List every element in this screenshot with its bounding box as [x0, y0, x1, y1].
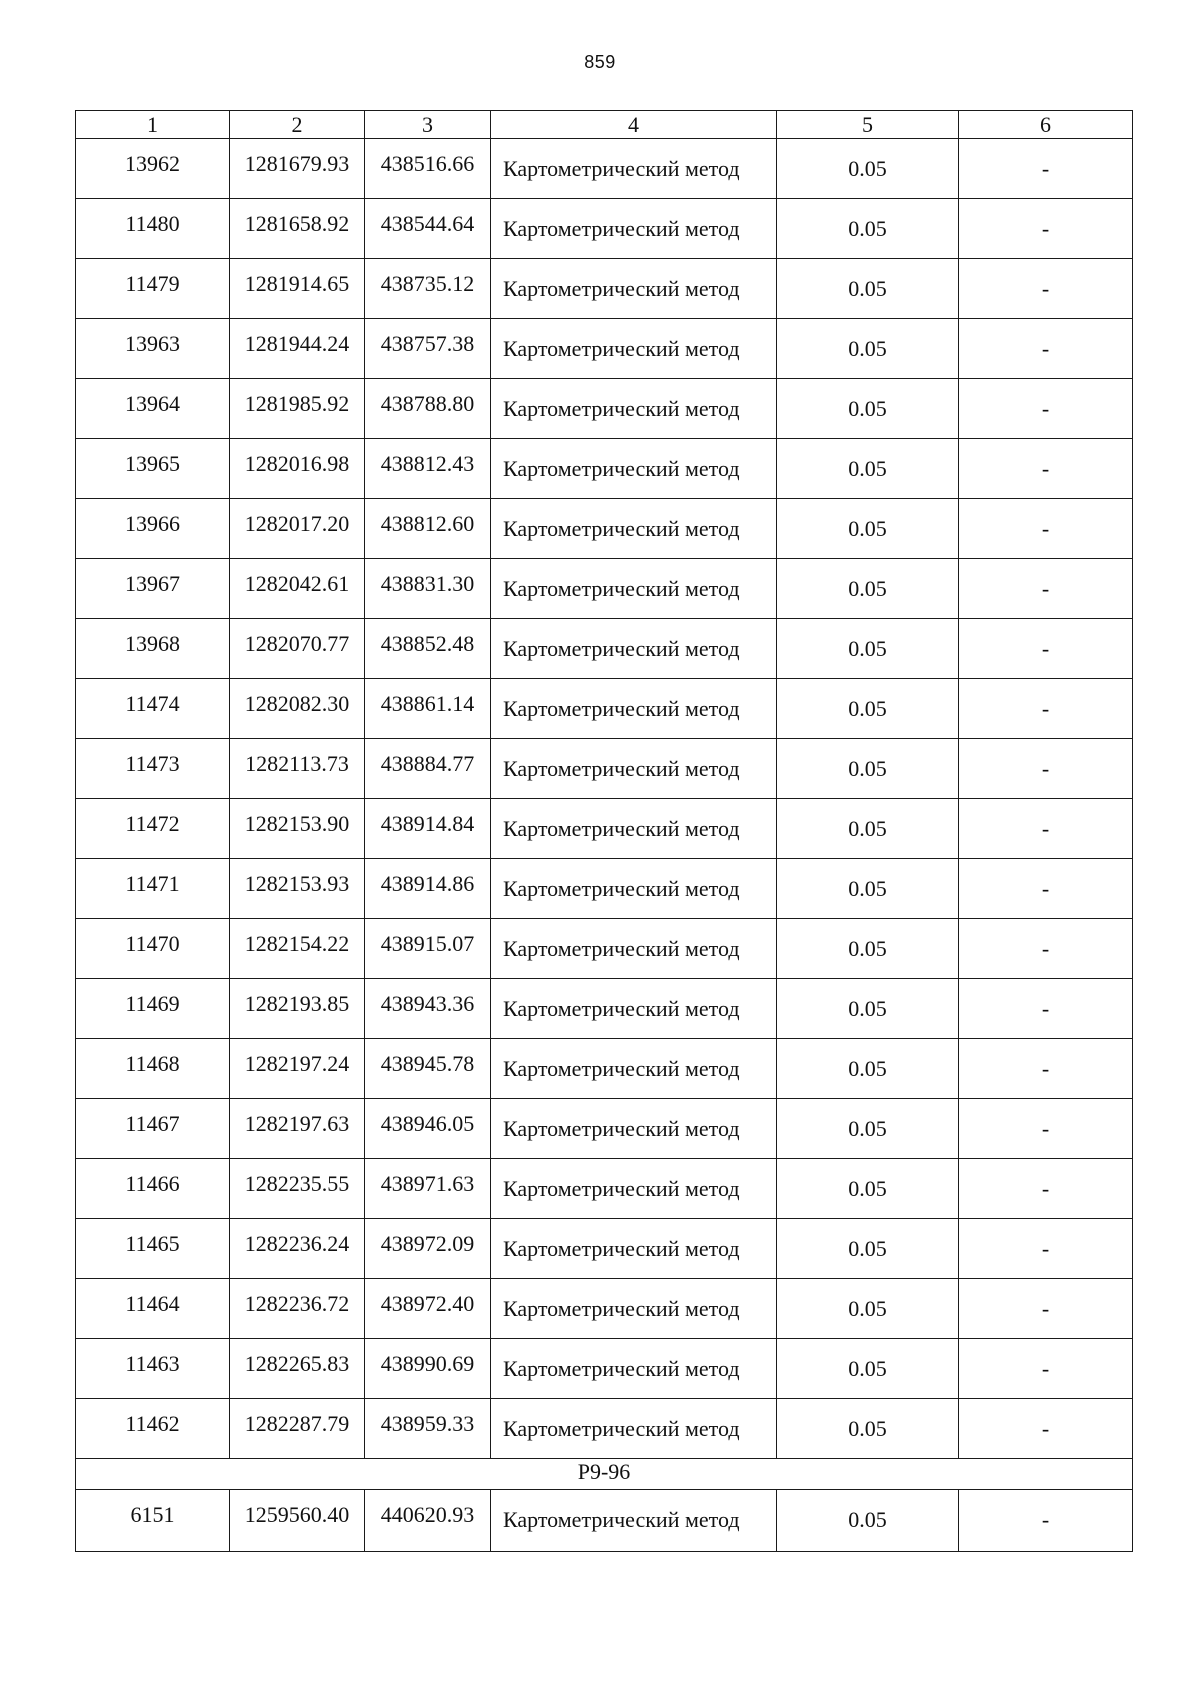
accuracy-cell: 0.05 [777, 739, 959, 799]
accuracy-cell: 0.05 [777, 1490, 959, 1552]
point-number-cell: 11463 [76, 1339, 230, 1399]
table-row [76, 1159, 1133, 1219]
y-coordinate-cell: 438544.64 [365, 199, 491, 259]
point-number-cell: 11471 [76, 859, 230, 919]
y-coordinate-cell: 438945.78 [365, 1039, 491, 1099]
method-cell: Картометрический метод [491, 1039, 777, 1099]
note-cell: - [959, 859, 1133, 919]
note-cell: - [959, 1339, 1133, 1399]
method-cell: Картометрический метод [491, 1399, 777, 1459]
accuracy-cell: 0.05 [777, 1399, 959, 1459]
method-cell: Картометрический метод [491, 1099, 777, 1159]
table-row [76, 559, 1133, 619]
note-cell: - [959, 679, 1133, 739]
y-coordinate-cell: 438915.07 [365, 919, 491, 979]
section-row [76, 1459, 1133, 1490]
table-body [76, 139, 1133, 1552]
method-cell: Картометрический метод [491, 499, 777, 559]
method-cell: Картометрический метод [491, 1339, 777, 1399]
y-coordinate-cell: 438972.40 [365, 1279, 491, 1339]
note-cell: - [959, 199, 1133, 259]
y-coordinate-cell: 438884.77 [365, 739, 491, 799]
point-number-cell: 6151 [76, 1490, 230, 1552]
accuracy-cell: 0.05 [777, 1279, 959, 1339]
note-cell: - [959, 139, 1133, 199]
table-row [76, 259, 1133, 319]
y-coordinate-cell: 438971.63 [365, 1159, 491, 1219]
table-row [76, 979, 1133, 1039]
note-cell: - [959, 1219, 1133, 1279]
x-coordinate-cell: 1281985.92 [230, 379, 365, 439]
note-cell: - [959, 739, 1133, 799]
column-header: 1 [76, 111, 230, 139]
note-cell: - [959, 319, 1133, 379]
method-cell: Картометрический метод [491, 259, 777, 319]
point-number-cell: 13964 [76, 379, 230, 439]
method-cell: Картометрический метод [491, 559, 777, 619]
table-row [76, 379, 1133, 439]
accuracy-cell: 0.05 [777, 799, 959, 859]
accuracy-cell: 0.05 [777, 1219, 959, 1279]
note-cell: - [959, 1159, 1133, 1219]
table-row [76, 1339, 1133, 1399]
table-row [76, 619, 1133, 679]
method-cell: Картометрический метод [491, 139, 777, 199]
y-coordinate-cell: 438990.69 [365, 1339, 491, 1399]
point-number-cell: 11472 [76, 799, 230, 859]
y-coordinate-cell: 438852.48 [365, 619, 491, 679]
table-row [76, 199, 1133, 259]
method-cell: Картометрический метод [491, 439, 777, 499]
note-cell: - [959, 979, 1133, 1039]
point-number-cell: 11473 [76, 739, 230, 799]
accuracy-cell: 0.05 [777, 199, 959, 259]
note-cell: - [959, 919, 1133, 979]
point-number-cell: 11479 [76, 259, 230, 319]
point-number-cell: 11474 [76, 679, 230, 739]
x-coordinate-cell: 1282154.22 [230, 919, 365, 979]
x-coordinate-cell: 1259560.40 [230, 1490, 365, 1552]
method-cell: Картометрический метод [491, 1159, 777, 1219]
column-header: 2 [230, 111, 365, 139]
table-row [76, 799, 1133, 859]
y-coordinate-cell: 438516.66 [365, 139, 491, 199]
point-number-cell: 11467 [76, 1099, 230, 1159]
note-cell: - [959, 1039, 1133, 1099]
table-row [76, 319, 1133, 379]
y-coordinate-cell: 438757.38 [365, 319, 491, 379]
accuracy-cell: 0.05 [777, 559, 959, 619]
y-coordinate-cell: 438943.36 [365, 979, 491, 1039]
page-number: 859 [584, 52, 616, 72]
accuracy-cell: 0.05 [777, 979, 959, 1039]
y-coordinate-cell: 438861.14 [365, 679, 491, 739]
point-number-cell: 13965 [76, 439, 230, 499]
method-cell: Картометрический метод [491, 1219, 777, 1279]
method-cell: Картометрический метод [491, 679, 777, 739]
note-cell: - [959, 1279, 1133, 1339]
y-coordinate-cell: 438831.30 [365, 559, 491, 619]
accuracy-cell: 0.05 [777, 919, 959, 979]
point-number-cell: 13962 [76, 139, 230, 199]
accuracy-cell: 0.05 [777, 319, 959, 379]
accuracy-cell: 0.05 [777, 1039, 959, 1099]
column-header: 4 [491, 111, 777, 139]
table-row [76, 1219, 1133, 1279]
method-cell: Картометрический метод [491, 859, 777, 919]
x-coordinate-cell: 1281944.24 [230, 319, 365, 379]
accuracy-cell: 0.05 [777, 499, 959, 559]
method-cell: Картометрический метод [491, 319, 777, 379]
column-header: 6 [959, 111, 1133, 139]
note-cell: - [959, 1399, 1133, 1459]
x-coordinate-cell: 1282113.73 [230, 739, 365, 799]
accuracy-cell: 0.05 [777, 859, 959, 919]
table-row [76, 1490, 1133, 1552]
coordinates-table [75, 110, 1133, 1552]
note-cell: - [959, 499, 1133, 559]
y-coordinate-cell: 438788.80 [365, 379, 491, 439]
x-coordinate-cell: 1281679.93 [230, 139, 365, 199]
column-header: 5 [777, 111, 959, 139]
column-header: 3 [365, 111, 491, 139]
accuracy-cell: 0.05 [777, 1159, 959, 1219]
y-coordinate-cell: 438812.60 [365, 499, 491, 559]
table-row [76, 499, 1133, 559]
x-coordinate-cell: 1282070.77 [230, 619, 365, 679]
point-number-cell: 13967 [76, 559, 230, 619]
point-number-cell: 11464 [76, 1279, 230, 1339]
point-number-cell: 11462 [76, 1399, 230, 1459]
accuracy-cell: 0.05 [777, 259, 959, 319]
point-number-cell: 11470 [76, 919, 230, 979]
y-coordinate-cell: 440620.93 [365, 1490, 491, 1552]
x-coordinate-cell: 1282042.61 [230, 559, 365, 619]
table-row [76, 1099, 1133, 1159]
x-coordinate-cell: 1281658.92 [230, 199, 365, 259]
x-coordinate-cell: 1282016.98 [230, 439, 365, 499]
point-number-cell: 11466 [76, 1159, 230, 1219]
x-coordinate-cell: 1282235.55 [230, 1159, 365, 1219]
note-cell: - [959, 1490, 1133, 1552]
y-coordinate-cell: 438972.09 [365, 1219, 491, 1279]
table-row [76, 679, 1133, 739]
accuracy-cell: 0.05 [777, 619, 959, 679]
accuracy-cell: 0.05 [777, 1339, 959, 1399]
accuracy-cell: 0.05 [777, 439, 959, 499]
x-coordinate-cell: 1282153.90 [230, 799, 365, 859]
method-cell: Картометрический метод [491, 379, 777, 439]
note-cell: - [959, 559, 1133, 619]
point-number-cell: 11468 [76, 1039, 230, 1099]
x-coordinate-cell: 1282197.24 [230, 1039, 365, 1099]
y-coordinate-cell: 438946.05 [365, 1099, 491, 1159]
method-cell: Картометрический метод [491, 799, 777, 859]
point-number-cell: 13966 [76, 499, 230, 559]
point-number-cell: 11469 [76, 979, 230, 1039]
point-number-cell: 13968 [76, 619, 230, 679]
table-row [76, 919, 1133, 979]
method-cell: Картометрический метод [491, 1490, 777, 1552]
method-cell: Картометрический метод [491, 979, 777, 1039]
point-number-cell: 11480 [76, 199, 230, 259]
x-coordinate-cell: 1282082.30 [230, 679, 365, 739]
table-row [76, 1399, 1133, 1459]
note-cell: - [959, 619, 1133, 679]
x-coordinate-cell: 1282153.93 [230, 859, 365, 919]
method-cell: Картометрический метод [491, 919, 777, 979]
accuracy-cell: 0.05 [777, 679, 959, 739]
x-coordinate-cell: 1282236.24 [230, 1219, 365, 1279]
note-cell: - [959, 799, 1133, 859]
point-number-cell: 13963 [76, 319, 230, 379]
table-header-row [76, 111, 1133, 139]
x-coordinate-cell: 1282265.83 [230, 1339, 365, 1399]
y-coordinate-cell: 438959.33 [365, 1399, 491, 1459]
note-cell: - [959, 379, 1133, 439]
x-coordinate-cell: 1282287.79 [230, 1399, 365, 1459]
accuracy-cell: 0.05 [777, 1099, 959, 1159]
point-number-cell: 11465 [76, 1219, 230, 1279]
x-coordinate-cell: 1282197.63 [230, 1099, 365, 1159]
y-coordinate-cell: 438914.86 [365, 859, 491, 919]
note-cell: - [959, 1099, 1133, 1159]
x-coordinate-cell: 1281914.65 [230, 259, 365, 319]
table-row [76, 1279, 1133, 1339]
table-row [76, 139, 1133, 199]
y-coordinate-cell: 438812.43 [365, 439, 491, 499]
table-row [76, 859, 1133, 919]
note-cell: - [959, 439, 1133, 499]
x-coordinate-cell: 1282236.72 [230, 1279, 365, 1339]
x-coordinate-cell: 1282017.20 [230, 499, 365, 559]
section-title: Р9-96 [76, 1459, 1133, 1490]
table-row [76, 439, 1133, 499]
note-cell: - [959, 259, 1133, 319]
y-coordinate-cell: 438735.12 [365, 259, 491, 319]
method-cell: Картометрический метод [491, 1279, 777, 1339]
table-row [76, 1039, 1133, 1099]
table-row [76, 739, 1133, 799]
method-cell: Картометрический метод [491, 199, 777, 259]
accuracy-cell: 0.05 [777, 139, 959, 199]
x-coordinate-cell: 1282193.85 [230, 979, 365, 1039]
method-cell: Картометрический метод [491, 739, 777, 799]
y-coordinate-cell: 438914.84 [365, 799, 491, 859]
method-cell: Картометрический метод [491, 619, 777, 679]
accuracy-cell: 0.05 [777, 379, 959, 439]
